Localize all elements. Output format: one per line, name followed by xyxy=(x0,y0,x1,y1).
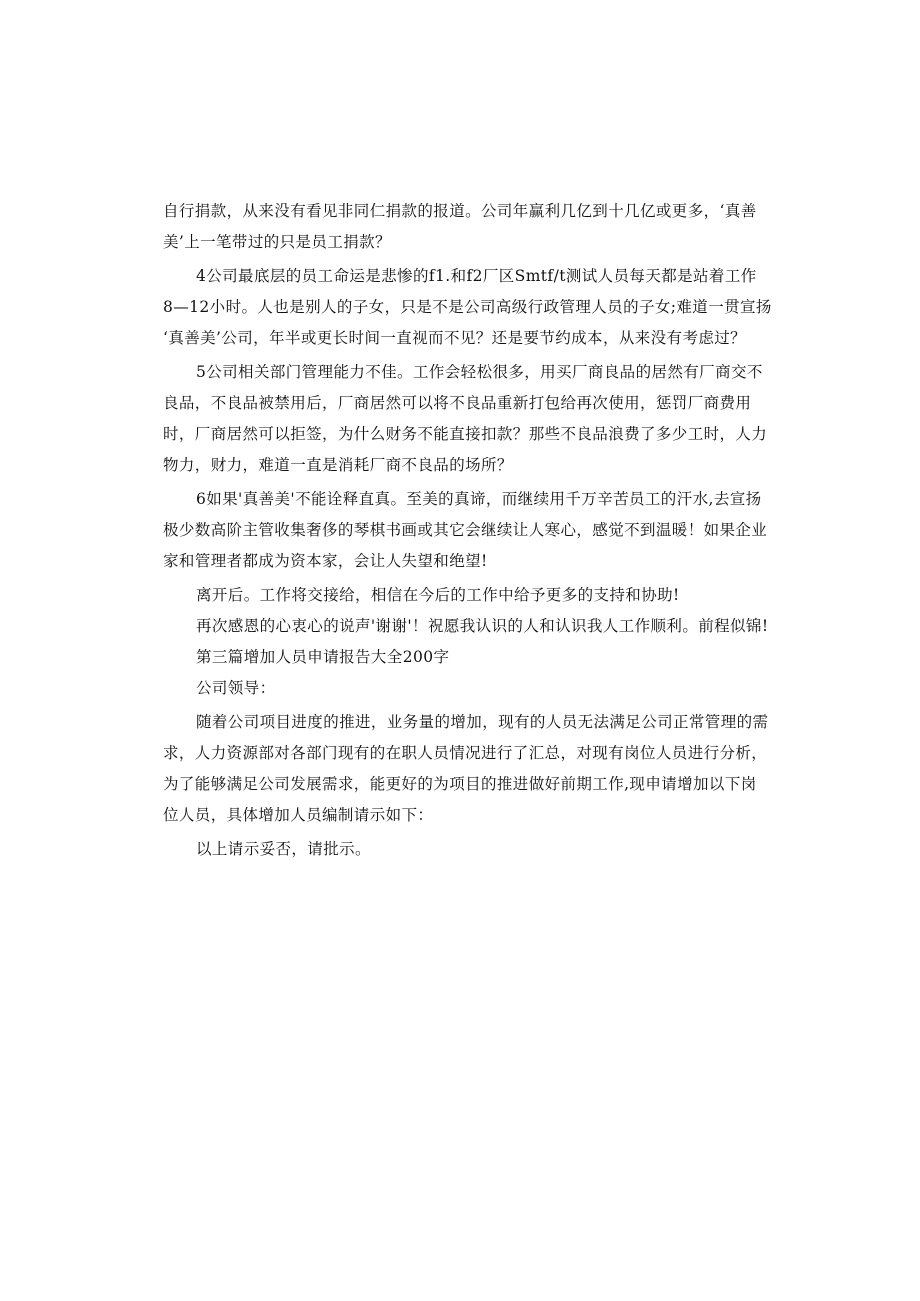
paragraph-line: 5公司相关部门管理能力不佳。工作会轻松很多，用买厂商良品的居然有厂商交不 xyxy=(196,363,763,381)
paragraph-line: 随着公司项目进度的推进，业务量的增加，现有的人员无法满足公司正常管理的需 xyxy=(196,713,769,731)
paragraph-line: 时，厂商居然可以拒签，为什么财务不能直接扣款？那些不良品浪费了多少工时，人力 xyxy=(163,425,768,443)
document-body xyxy=(163,196,772,865)
paragraph-line: 良品，不良品被禁用后，厂商居然可以将不良品重新打包给再次使用，惩罚厂商费用 xyxy=(163,394,752,412)
section-heading: 第三篇增加人员申请报告大全200字 xyxy=(196,648,450,666)
closing-line: 以上请示妥否，请批示。 xyxy=(196,840,371,858)
paragraph-line: 再次感恩的心衷心的说声'谢谢'！祝愿我认识的人和认识我人工作顺利。前程似锦! xyxy=(196,617,769,635)
paragraph-line: 美’上一笔带过的只是员工捐款？ xyxy=(163,233,391,251)
paragraph-line: 物力，财力，难道一直是消耗厂商不良品的场所？ xyxy=(163,456,513,474)
paragraph-line: 求，人力资源部对各部门现有的在职人员情况进行了汇总，对现有岗位人员进行分析， xyxy=(163,744,768,762)
paragraph-line: 8—12小时。人也是别人的子女，只是不是公司高级行政管理人员的子女;难道一贯宣扬 xyxy=(163,298,772,316)
paragraph-line: 位人员，具体增加人员编制请示如下： xyxy=(163,806,434,824)
paragraph-line: ‘真善美’公司，年半或更长时间一直视而不见？还是要节约成本，从来没有考虑过？ xyxy=(163,329,747,347)
paragraph-line: 为了能够满足公司发展需求，能更好的为项目的推进做好前期工作,现申请增加以下岗 xyxy=(163,775,757,793)
paragraph-line: 6如果'真善美'不能诠释直真。至美的真谛，而继续用千万辛苦员工的汗水,去宣扬 xyxy=(196,490,762,508)
paragraph-line: 自行捐款，从来没有看见非同仁捐款的报道。公司年赢利几亿到十几亿或更多，‘真善 xyxy=(163,202,757,220)
paragraph-line: 极少数高阶主管收集奢侈的琴棋书画或其它会继续让人寒心，感觉不到温暖！如果企业 xyxy=(163,521,768,539)
paragraph-line: 离开后。工作将交接给，相信在今后的工作中给予更多的支持和协助! xyxy=(196,586,680,604)
paragraph-line: 4公司最底层的员工命运是悲惨的f1.和f2厂区Smtf/t测试人员每天都是站着工作 xyxy=(196,267,757,285)
salutation: 公司领导： xyxy=(196,679,276,697)
paragraph-line: 家和管理者都成为资本家，会让人失望和绝望! xyxy=(163,552,488,570)
